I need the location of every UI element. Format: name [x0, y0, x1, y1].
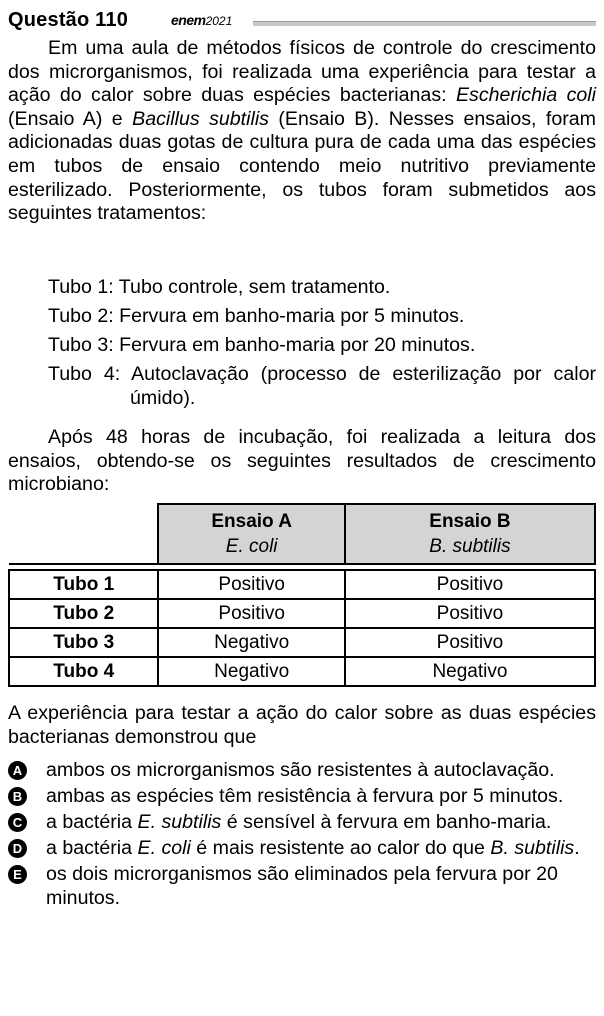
option-d[interactable]: D a bactéria E. coli é mais resistente ao calor do que B. subtilis. [8, 836, 596, 860]
treatment-item: Tubo 1: Tubo controle, sem tratamento. [48, 276, 391, 298]
enem-logo: enem2021 [171, 12, 233, 28]
column-header-ensaio-b: Ensaio B B. subtilis [345, 504, 595, 564]
species-name-ecoli: Escherichia coli [455, 84, 597, 107]
option-letter-d: D [8, 839, 27, 858]
table-row: Tubo 1 Positivo Positivo [9, 570, 595, 599]
treatment-item: Tubo 3: Fervura em banho-maria por 20 minutos. [48, 334, 476, 356]
results-intro-paragraph: Após 48 horas de incubação, foi realizada a leitura dos ensaios, obtendo-se os seguintes resultados de crescimento microbiano: [8, 426, 596, 496]
option-e[interactable]: E os dois microrganismos são eliminados pela fervura por 20 minutos. [8, 862, 596, 910]
option-letter-e: E [8, 865, 27, 884]
option-c[interactable]: C a bactéria E. subtilis é sensível à fervura em banho-maria. [8, 810, 596, 834]
option-letter-c: C [8, 813, 27, 832]
option-b[interactable]: B ambas as espécies têm resistência à fervura por 5 minutos. [8, 784, 596, 808]
header-rule [253, 21, 596, 26]
treatment-item: Tubo 2: Fervura em banho-maria por 5 minutos. [48, 305, 465, 327]
option-a[interactable]: A ambos os microrganismos são resistentes à autoclavação. [8, 758, 596, 782]
treatment-list [48, 273, 596, 410]
treatment-item: Tubo 4: Autoclavação (processo de esterilização por calor úmido). [48, 363, 596, 409]
intro-paragraph: Em uma aula de métodos físicos de controle do crescimento dos microrganismos, foi realizada uma experiência para testar a ação do calor sobre duas espécies bacterianas: Escherichia coli (Ensaio A) e Bacillus subtilis (Ensaio B). Nesses ensaios, foram adicionadas duas gotas de cultura pura de cada uma das espécies em tubos de ensaio contendo meio nutritivo previamente esterilizado. Posteriormente, os tubos foram submetidos aos seguintes tratamentos: [8, 37, 597, 225]
answer-options [8, 758, 596, 912]
species-name-bsubtilis: Bacillus subtilis [132, 107, 269, 130]
table-row: Tubo 4 Negativo Negativo [9, 657, 595, 686]
question-stem: A experiência para testar a ação do calor sobre as duas espécies bacterianas demonstrou que [8, 702, 596, 748]
table-row: Tubo 2 Positivo Positivo [9, 599, 595, 628]
results-table [8, 503, 596, 687]
table-row: Tubo 3 Negativo Positivo [9, 628, 595, 657]
question-number: Questão 110 [8, 9, 129, 31]
option-letter-b: B [8, 787, 27, 806]
option-letter-a: A [8, 761, 27, 780]
column-header-ensaio-a: Ensaio A E. coli [158, 504, 344, 564]
question-header [8, 9, 596, 35]
